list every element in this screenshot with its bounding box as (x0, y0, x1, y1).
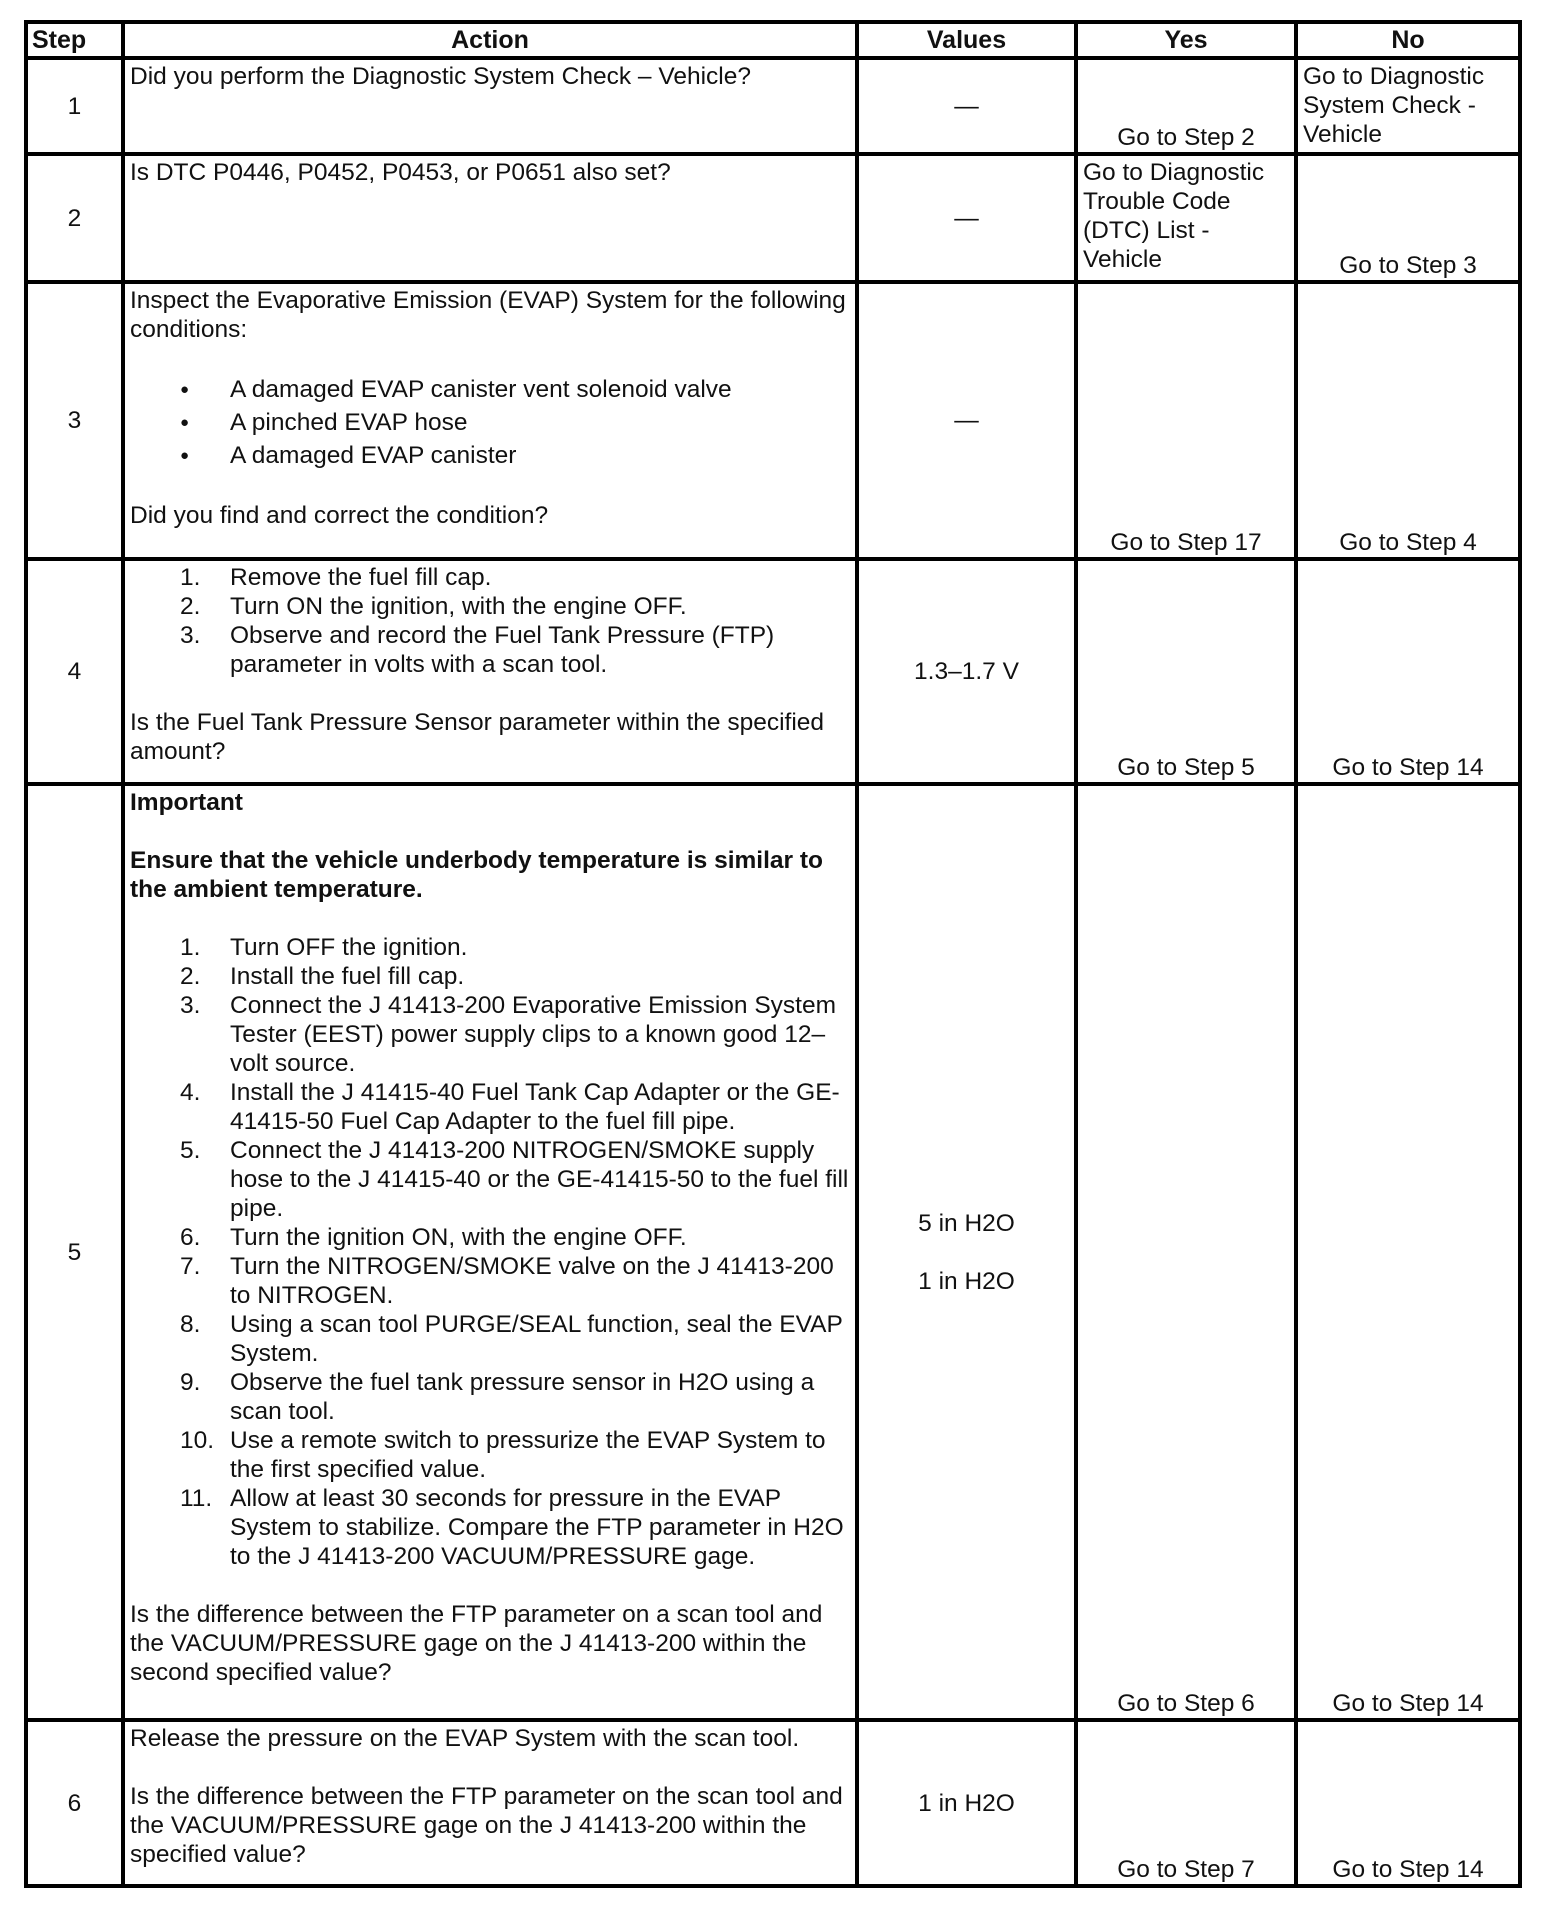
yes-cell: Go to Step 17 (1076, 282, 1296, 559)
action-question: Is the Fuel Tank Pressure Sensor parameter within the specified amount? (130, 708, 825, 765)
list-number: 10. (180, 1427, 215, 1455)
list-text: Connect the J 41413-200 NITROGEN/SMOKE supply hose to the J 41415-40 or the GE-41415-50 to the fuel fill pipe. (230, 1137, 849, 1223)
step-number: 1 (26, 58, 123, 154)
list-item (130, 1368, 850, 1426)
header-values: Values (857, 22, 1076, 58)
list-item (130, 1426, 850, 1484)
list-item: ● A pinched EVAP hose (130, 406, 850, 439)
table-row (26, 1720, 1520, 1886)
list-number: 6. (180, 1224, 201, 1252)
step-number: 4 (26, 559, 123, 785)
header-no: No (1296, 22, 1520, 58)
no-cell: Go to Step 14 (1296, 784, 1520, 1720)
action-intro: Release the pressure on the EVAP System with the scan tool. (130, 1725, 800, 1753)
list-number: 1. (180, 934, 201, 962)
values-cell: — (857, 282, 1076, 559)
value-second: 1 in H2O (918, 1267, 1015, 1295)
list-number: 2. (180, 963, 201, 991)
action-question: Did you perform the Diagnostic System Check – Vehicle? (130, 63, 751, 90)
value-first: 5 in H2O (918, 1209, 1015, 1237)
yes-cell: Go to Step 5 (1076, 559, 1296, 785)
list-text: Remove the fuel fill cap. (230, 563, 492, 591)
list-item (130, 1484, 850, 1571)
list-number: 2. (180, 592, 201, 620)
list-text: Install the J 41415-40 Fuel Tank Cap Adapter or the GE-41415-50 Fuel Cap Adapter to the fuel fill pipe. (230, 1079, 840, 1136)
list-item (130, 592, 850, 621)
diagnostic-table (24, 20, 1522, 1888)
condition-list (130, 373, 850, 472)
action-question: Is the difference between the FTP parameter on the scan tool and the VACUUM/PRESSURE gage on the J 41413-200 within the specified value? (130, 1783, 843, 1869)
table-row (26, 282, 1520, 559)
procedure-list (130, 563, 850, 679)
list-item (130, 962, 850, 991)
yes-cell: Go to Step 7 (1076, 1720, 1296, 1886)
list-text: Using a scan tool PURGE/SEAL function, seal the EVAP System. (230, 1311, 843, 1368)
values-cell: — (857, 154, 1076, 281)
action-cell (123, 154, 857, 281)
list-item: ● A damaged EVAP canister (130, 439, 850, 472)
action-cell (123, 559, 857, 785)
no-cell: Go to Step 3 (1296, 154, 1520, 281)
important-label: Important (130, 789, 243, 817)
list-text: Install the fuel fill cap. (230, 963, 465, 991)
list-number: 3. (180, 992, 201, 1020)
yes-cell: Go to Diagnostic Trouble Code (DTC) List - Vehicle (1076, 154, 1296, 281)
list-text: Turn OFF the ignition. (230, 934, 468, 962)
list-item (130, 563, 850, 592)
list-item (130, 1310, 850, 1368)
list-number: 1. (180, 563, 201, 591)
action-cell (123, 282, 857, 559)
list-number: 3. (180, 621, 201, 649)
yes-cell: Go to Step 6 (1076, 784, 1296, 1720)
step-number: 6 (26, 1720, 123, 1886)
list-number: 11. (180, 1485, 213, 1513)
values-cell (857, 784, 1076, 1720)
table-row (26, 559, 1520, 785)
list-item (130, 621, 850, 679)
list-item (130, 1223, 850, 1252)
list-text: Turn ON the ignition, with the engine OFF. (230, 592, 687, 620)
table-row (26, 784, 1520, 1720)
list-number: 9. (180, 1369, 201, 1397)
values-cell: 1 in H2O (857, 1720, 1076, 1886)
action-question: Is the difference between the FTP parameter on a scan tool and the VACUUM/PRESSURE gage on the J 41413-200 within the second specified value? (130, 1601, 823, 1687)
no-cell: Go to Step 14 (1296, 559, 1520, 785)
header-step: Step (26, 22, 123, 58)
values-cell: — (857, 58, 1076, 154)
step-number: 5 (26, 784, 123, 1720)
action-intro: Inspect the Evaporative Emission (EVAP) System for the following conditions: (130, 286, 846, 343)
action-cell (123, 784, 857, 1720)
values-cell: 1.3–1.7 V (857, 559, 1076, 785)
list-item (130, 1078, 850, 1136)
list-text: Use a remote switch to pressurize the EVAP System to the first specified value. (230, 1427, 826, 1484)
list-item: ● A damaged EVAP canister vent solenoid valve (130, 373, 850, 406)
header-row (26, 22, 1520, 58)
action-question: Did you find and correct the condition? (130, 501, 549, 529)
no-cell: Go to Step 14 (1296, 1720, 1520, 1886)
list-text: Observe the fuel tank pressure sensor in H2O using a scan tool. (230, 1369, 815, 1426)
list-text: Connect the J 41413-200 Evaporative Emission System Tester (EEST) power supply clips to a known good 12–volt source. (230, 992, 837, 1078)
list-number: 4. (180, 1079, 201, 1107)
no-cell: Go to Step 4 (1296, 282, 1520, 559)
list-number: 8. (180, 1311, 201, 1339)
procedure-list (130, 933, 850, 1571)
step-number: 2 (26, 154, 123, 281)
list-item (130, 1136, 850, 1223)
action-cell (123, 58, 857, 154)
list-item (130, 933, 850, 962)
yes-cell: Go to Step 2 (1076, 58, 1296, 154)
action-cell (123, 1720, 857, 1886)
header-yes: Yes (1076, 22, 1296, 58)
no-cell: Go to Diagnostic System Check - Vehicle (1296, 58, 1520, 154)
list-item (130, 1252, 850, 1310)
list-text: Turn the ignition ON, with the engine OFF. (230, 1224, 687, 1252)
action-question: Is DTC P0446, P0452, P0453, or P0651 also set? (130, 159, 671, 187)
list-number: 5. (180, 1137, 201, 1165)
table-row (26, 58, 1520, 154)
table-row (26, 154, 1520, 281)
list-text: Turn the NITROGEN/SMOKE valve on the J 41413-200 to NITROGEN. (230, 1253, 834, 1310)
important-text: Ensure that the vehicle underbody temperature is similar to the ambient temperature. (130, 847, 823, 904)
list-text: Observe and record the Fuel Tank Pressure (FTP) parameter in volts with a scan tool. (230, 621, 775, 678)
list-number: 7. (180, 1253, 201, 1281)
list-item (130, 991, 850, 1078)
list-text: Allow at least 30 seconds for pressure in the EVAP System to stabilize. Compare the FTP parameter in H2O to the J 41413-200 VACUUM/PRESSURE gage. (230, 1485, 844, 1571)
step-number: 3 (26, 282, 123, 559)
header-action: Action (123, 22, 857, 58)
